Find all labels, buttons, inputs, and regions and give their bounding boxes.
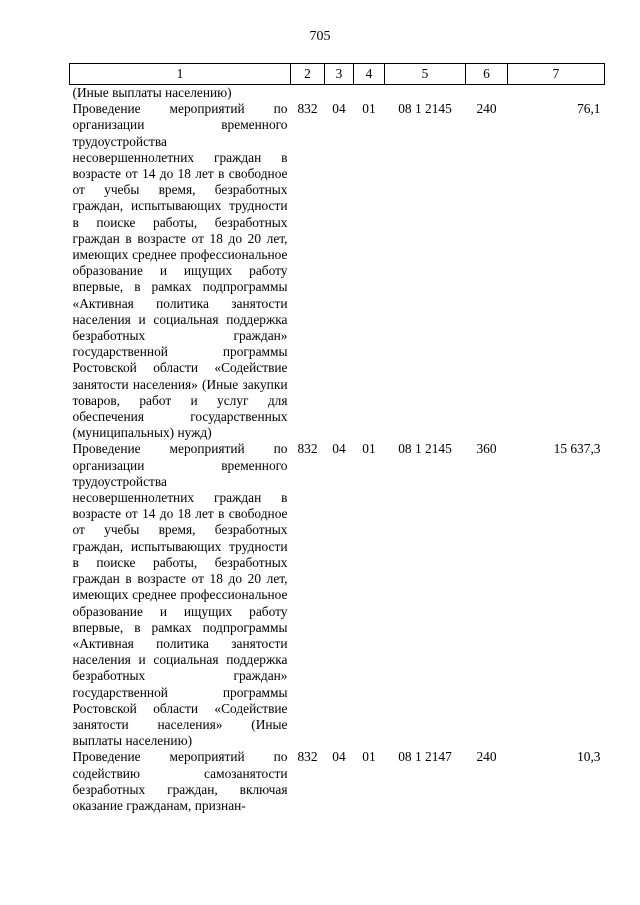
table-row xyxy=(70,101,605,441)
row-code-subsection: 01 xyxy=(362,441,376,457)
row-amount: 15 637,3 xyxy=(553,441,601,457)
row-code-ministry: 832 xyxy=(297,441,318,457)
row-code-subsection: 01 xyxy=(362,101,376,117)
row-name: Проведение мероприятий по организации временного трудоустройства несовершеннолетних граждан в возрасте от 14 до 18 лет в свободное от учебы время, безработных граждан, испытывающих трудности в поиске работы, безработных граждан в возрасте от 18 до 20 лет, имеющих среднее профессиональное образование и ищущих работу впервые, в рамках подпрограммы «Активная политика занятости населения и социальная поддержка безработных граждан» государственной программы Ростовской области «Содействие занятости населения» (Иные выплаты населению) xyxy=(72,441,288,749)
row-code-ministry: 832 xyxy=(297,749,318,765)
table-header-row xyxy=(70,64,605,85)
column-header-4: 4 xyxy=(354,64,385,85)
row-code-expense-type: 360 xyxy=(476,441,497,457)
row-code-target: 08 1 2147 xyxy=(398,749,452,765)
row-amount: 76,1 xyxy=(577,101,601,117)
row-code-section: 04 xyxy=(332,441,346,457)
column-header-7: 7 xyxy=(508,64,605,85)
budget-table xyxy=(69,63,605,814)
row-code-ministry: 832 xyxy=(297,101,318,117)
column-header-2: 2 xyxy=(291,64,325,85)
column-header-1: 1 xyxy=(70,64,291,85)
row-code-subsection: 01 xyxy=(362,749,376,765)
row-code-section: 04 xyxy=(332,101,346,117)
page-number: 705 xyxy=(309,29,331,44)
table-row-continuation xyxy=(70,85,605,102)
column-header-3: 3 xyxy=(325,64,354,85)
column-header-6: 6 xyxy=(466,64,508,85)
row-name: Проведение мероприятий по содействию самозанятости безработных граждан, включая оказание гражданам, признан- xyxy=(72,749,288,813)
row-code-target: 08 1 2145 xyxy=(398,441,452,457)
table-row xyxy=(70,749,605,814)
row-code-expense-type: 240 xyxy=(476,101,497,117)
row-code-section: 04 xyxy=(332,749,346,765)
row-amount: 10,3 xyxy=(577,749,601,765)
row-code-target: 08 1 2145 xyxy=(398,101,452,117)
column-header-5: 5 xyxy=(385,64,466,85)
continuation-text: (Иные выплаты населению) xyxy=(72,85,232,100)
row-code-expense-type: 240 xyxy=(476,749,497,765)
table-row xyxy=(70,441,605,749)
row-name: Проведение мероприятий по организации временного трудоустройства несовершеннолетних граждан в возрасте от 14 до 18 лет в свободное от учебы время, безработных граждан, испытывающих трудности в поиске работы, безработных граждан в возрасте от 18 до 20 лет, имеющих среднее профессиональное образование и ищущих работу впервые, в рамках подпрограммы «Активная политика занятости населения и социальная поддержка безработных граждан» государственной программы Ростовской области «Содействие занятости населения» (Иные закупки товаров, работ и услуг для обеспечения государственных (муниципальных) нужд) xyxy=(72,101,288,441)
